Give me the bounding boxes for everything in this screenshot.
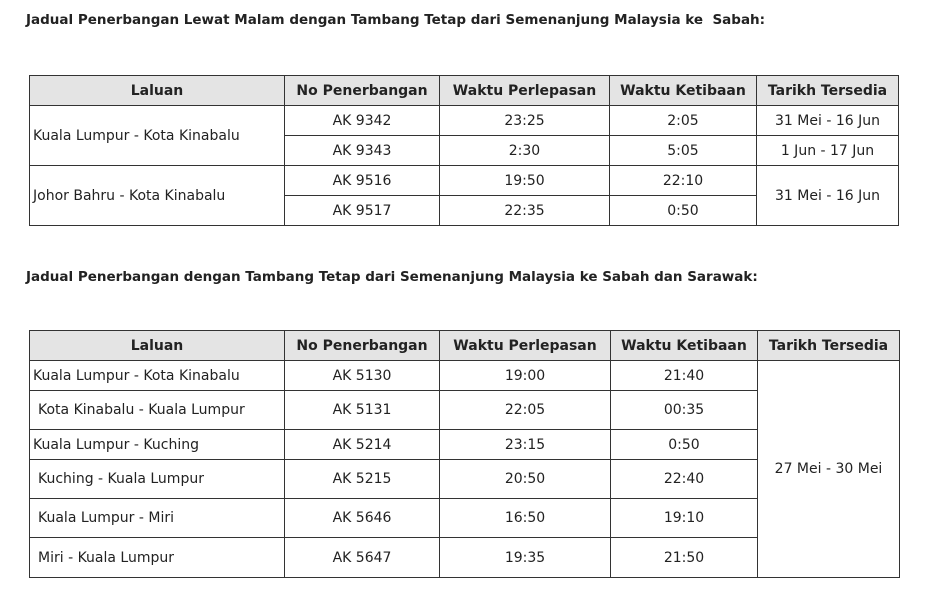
flight-number-cell: AK 9342 (285, 106, 440, 136)
table-row (30, 361, 900, 391)
route-cell: Miri - Kuala Lumpur (30, 538, 285, 578)
departure-time-cell: 22:05 (440, 391, 611, 430)
arrival-time-cell: 21:40 (611, 361, 758, 391)
flight-number-cell: AK 5647 (285, 538, 440, 578)
flight-number-cell: AK 9343 (285, 136, 440, 166)
arrival-time-cell: 21:50 (611, 538, 758, 578)
arrival-time-cell: 22:40 (611, 460, 758, 499)
flight-number-cell: AK 5646 (285, 499, 440, 538)
table-row (30, 106, 899, 136)
column-header-departure: Waktu Perlepasan (440, 76, 610, 106)
arrival-time-cell: 00:35 (611, 391, 758, 430)
route-cell: Kuala Lumpur - Kota Kinabalu (30, 361, 285, 391)
arrival-time-cell: 0:50 (611, 430, 758, 460)
route-cell: Kuala Lumpur - Miri (30, 499, 285, 538)
available-dates-cell: 31 Mei - 16 Jun (757, 166, 899, 226)
departure-time-cell: 19:00 (440, 361, 611, 391)
flight-number-cell: AK 9517 (285, 196, 440, 226)
arrival-time-cell: 2:05 (610, 106, 757, 136)
departure-time-cell: 16:50 (440, 499, 611, 538)
departure-time-cell: 22:35 (440, 196, 610, 226)
flight-number-cell: AK 9516 (285, 166, 440, 196)
departure-time-cell: 2:30 (440, 136, 610, 166)
route-cell: Kuala Lumpur - Kuching (30, 430, 285, 460)
table-header-row (30, 331, 900, 361)
fixed-fare-flights-heading: Jadual Penerbangan dengan Tambang Tetap dari Semenanjung Malaysia ke Sabah dan Sarawak: (26, 269, 758, 285)
arrival-time-cell: 19:10 (611, 499, 758, 538)
flight-number-cell: AK 5215 (285, 460, 440, 499)
arrival-time-cell: 22:10 (610, 166, 757, 196)
flight-number-cell: AK 5130 (285, 361, 440, 391)
column-header-departure: Waktu Perlepasan (440, 331, 611, 361)
column-header-dates: Tarikh Tersedia (758, 331, 900, 361)
departure-time-cell: 19:50 (440, 166, 610, 196)
arrival-time-cell: 5:05 (610, 136, 757, 166)
overnight-flights-heading: Jadual Penerbangan Lewat Malam dengan Tambang Tetap dari Semenanjung Malaysia ke Sabah: (26, 12, 766, 28)
column-header-arrival: Waktu Ketibaan (611, 331, 758, 361)
available-dates-cell: 27 Mei - 30 Mei (758, 361, 900, 578)
available-dates-cell: 31 Mei - 16 Jun (757, 106, 899, 136)
flight-number-cell: AK 5214 (285, 430, 440, 460)
fixed-fare-flights-table (29, 330, 900, 578)
column-header-flight-no: No Penerbangan (285, 331, 440, 361)
route-cell: Kuala Lumpur - Kota Kinabalu (30, 106, 285, 166)
column-header-flight-no: No Penerbangan (285, 76, 440, 106)
departure-time-cell: 20:50 (440, 460, 611, 499)
table-header-row (30, 76, 899, 106)
table-row (30, 166, 899, 196)
departure-time-cell: 23:15 (440, 430, 611, 460)
column-header-dates: Tarikh Tersedia (757, 76, 899, 106)
route-cell: Kota Kinabalu - Kuala Lumpur (30, 391, 285, 430)
overnight-flights-table (29, 75, 899, 226)
departure-time-cell: 19:35 (440, 538, 611, 578)
arrival-time-cell: 0:50 (610, 196, 757, 226)
route-cell: Kuching - Kuala Lumpur (30, 460, 285, 499)
route-cell: Johor Bahru - Kota Kinabalu (30, 166, 285, 226)
flight-number-cell: AK 5131 (285, 391, 440, 430)
available-dates-cell: 1 Jun - 17 Jun (757, 136, 899, 166)
column-header-arrival: Waktu Ketibaan (610, 76, 757, 106)
column-header-route: Laluan (30, 76, 285, 106)
departure-time-cell: 23:25 (440, 106, 610, 136)
column-header-route: Laluan (30, 331, 285, 361)
